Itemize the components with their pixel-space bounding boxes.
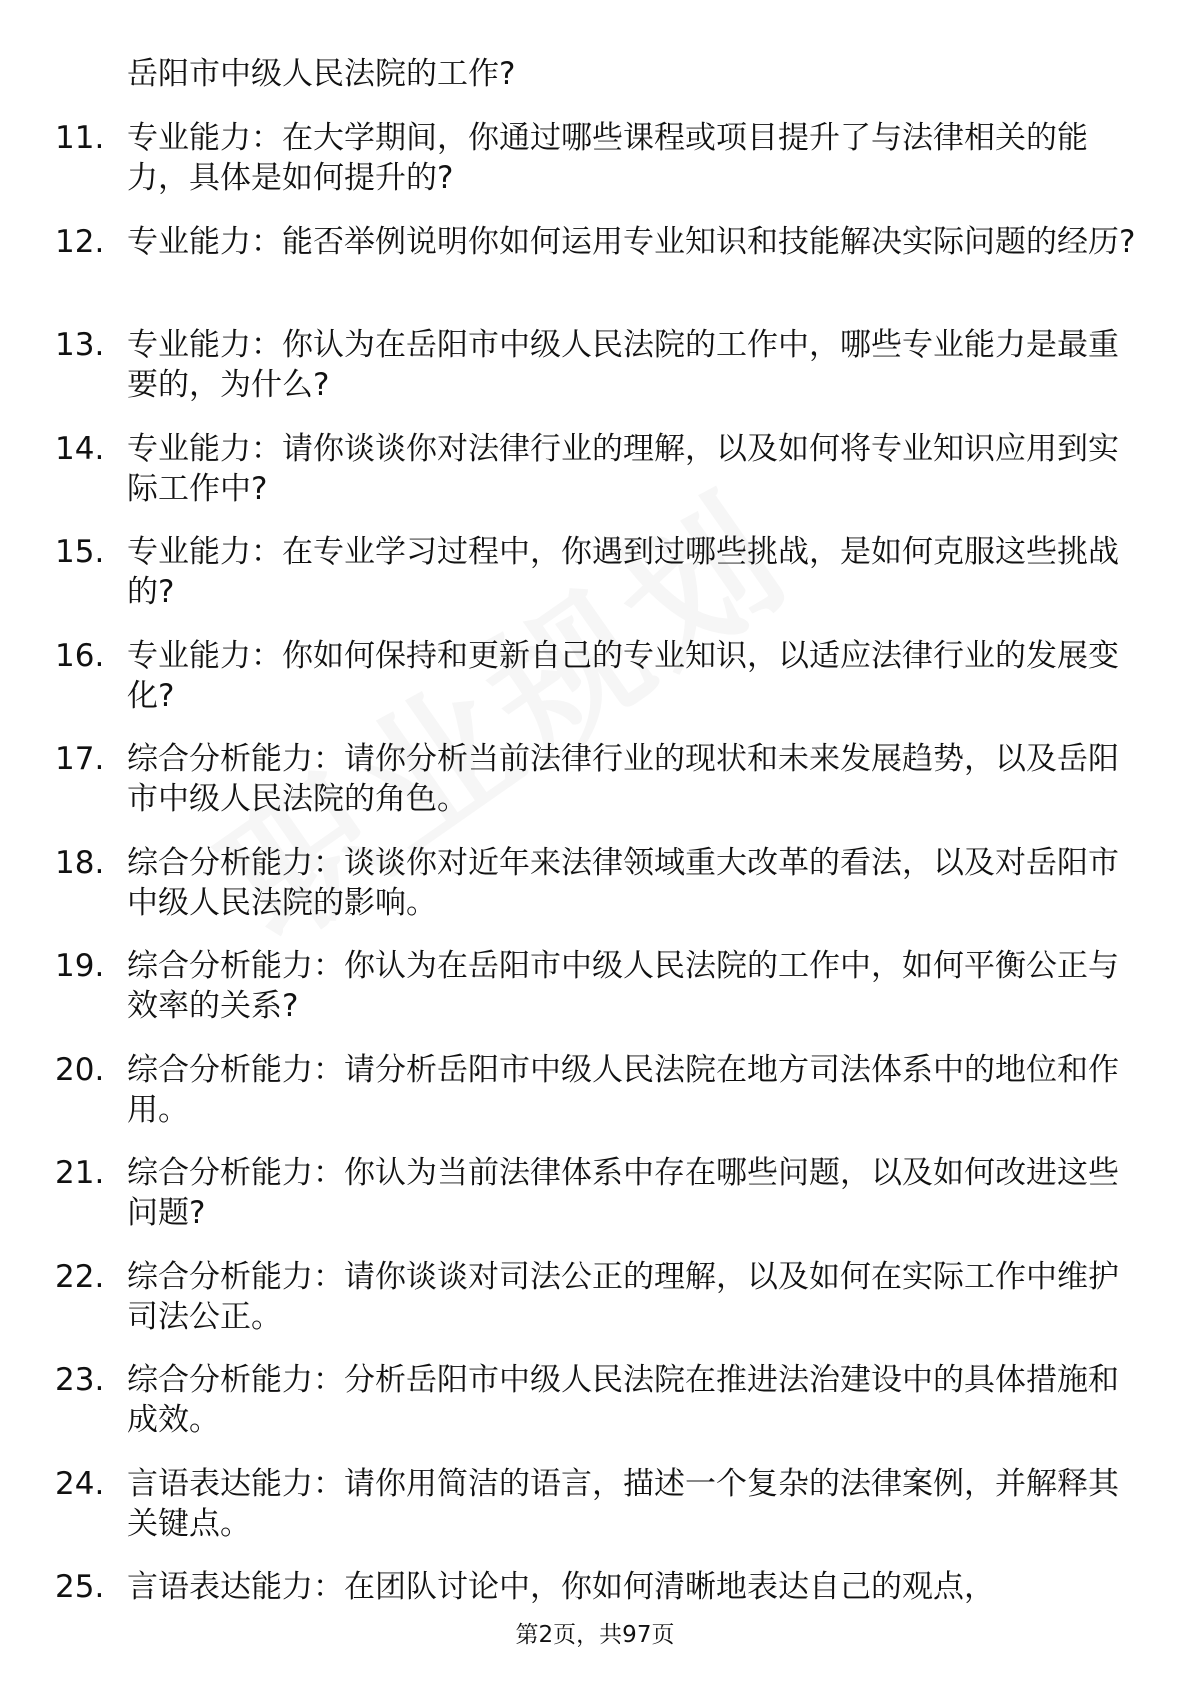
question-text: 综合分析能力：请你分析当前法律行业的现状和未来发展趋势，以及岳阳市中级人民法院的角色。 xyxy=(127,741,1119,817)
question-item xyxy=(0,1464,1190,1568)
question-text: 专业能力：你如何保持和更新自己的专业知识，以适应法律行业的发展变化? xyxy=(127,637,1119,714)
question-number: 23. xyxy=(55,1362,105,1398)
question-item xyxy=(0,946,1190,1050)
question-item xyxy=(0,1360,1190,1464)
question-item xyxy=(0,325,1190,429)
question-text: 专业能力：能否举例说明你如何运用专业知识和技能解决实际问题的经历? xyxy=(127,223,1136,260)
question-number: 13. xyxy=(55,327,105,363)
question-text: 言语表达能力：在团队讨论中，你如何清晰地表达自己的观点， xyxy=(127,1569,995,1605)
question-number: 18. xyxy=(55,844,105,881)
question-number: 22. xyxy=(55,1258,105,1295)
question-text: 专业能力：请你谈谈你对法律行业的理解，以及如何将专业知识应用到实际工作中? xyxy=(127,430,1119,507)
question-text: 综合分析能力：请分析岳阳市中级人民法院在地方司法体系中的地位和作用。 xyxy=(127,1051,1119,1128)
question-item xyxy=(0,118,1190,222)
question-item xyxy=(0,1153,1190,1257)
question-item xyxy=(0,1567,1190,1671)
question-text: 专业能力：你认为在岳阳市中级人民法院的工作中，哪些专业能力是最重要的，为什么? xyxy=(127,327,1119,403)
question-list xyxy=(0,118,1190,1671)
question-item xyxy=(0,739,1190,843)
question-item xyxy=(0,636,1190,740)
question-number: 20. xyxy=(55,1051,105,1088)
question-number: 15. xyxy=(55,534,105,570)
question-number: 19. xyxy=(55,948,105,984)
question-text: 专业能力：在专业学习过程中，你遇到过哪些挑战，是如何克服这些挑战的? xyxy=(127,534,1119,610)
question-number: 24. xyxy=(55,1465,105,1502)
question-number: 21. xyxy=(55,1155,105,1191)
question-number: 16. xyxy=(55,637,105,674)
question-text: 综合分析能力：分析岳阳市中级人民法院在推进法治建设中的具体措施和成效。 xyxy=(127,1362,1119,1438)
question-text: 综合分析能力：你认为在岳阳市中级人民法院的工作中，如何平衡公正与效率的关系? xyxy=(127,948,1119,1024)
question-number: 25. xyxy=(55,1569,105,1605)
question-number: 11. xyxy=(55,120,105,156)
question-number: 17. xyxy=(55,741,105,777)
question-item xyxy=(0,1257,1190,1361)
question-text: 言语表达能力：请你用简洁的语言，描述一个复杂的法律案例，并解释其关键点。 xyxy=(127,1465,1119,1542)
question-item xyxy=(0,843,1190,947)
question-item xyxy=(0,429,1190,533)
question-item xyxy=(0,1050,1190,1154)
question-item xyxy=(0,222,1190,326)
continuation-text: 岳阳市中级人民法院的工作? xyxy=(127,56,516,92)
question-item xyxy=(0,532,1190,636)
question-text: 综合分析能力：请你谈谈对司法公正的理解，以及如何在实际工作中维护司法公正。 xyxy=(127,1258,1119,1335)
question-number: 14. xyxy=(55,430,105,467)
page-footer: 第2页，共97页 xyxy=(515,1622,675,1648)
question-text: 综合分析能力：你认为当前法律体系中存在哪些问题，以及如何改进这些问题? xyxy=(127,1155,1119,1231)
question-text: 综合分析能力：谈谈你对近年来法律领域重大改革的看法，以及对岳阳市中级人民法院的影响。 xyxy=(127,844,1119,921)
question-number: 12. xyxy=(55,223,105,260)
question-text: 专业能力：在大学期间，你通过哪些课程或项目提升了与法律相关的能力，具体是如何提升的? xyxy=(127,120,1088,196)
